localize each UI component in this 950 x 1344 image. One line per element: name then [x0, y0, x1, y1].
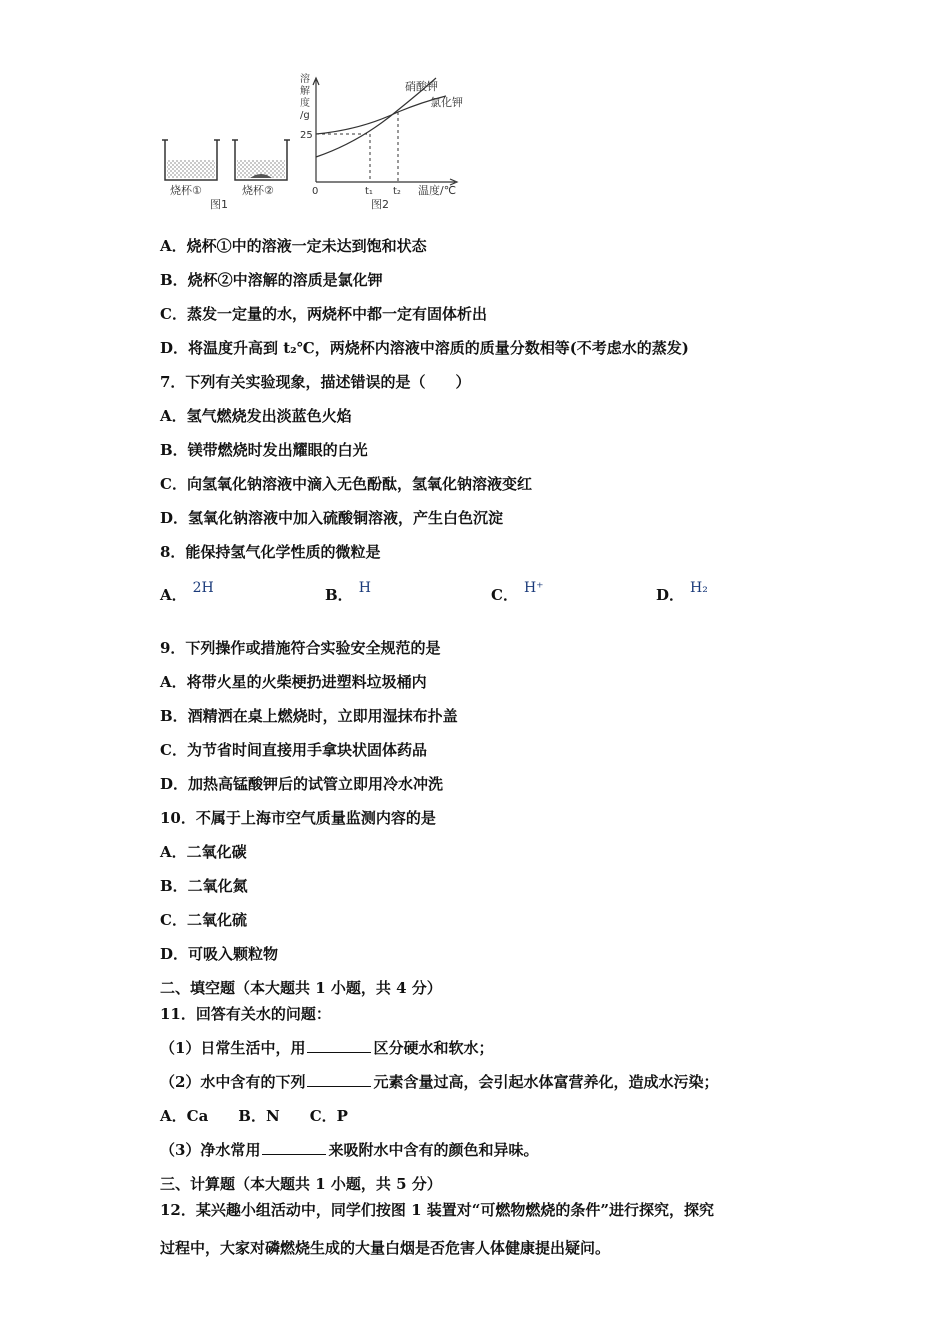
q8-option-d-formula: H₂ [690, 580, 708, 596]
q12-line-1: 12．某兴趣小组活动中，同学们按图 1 装置对“可燃物燃烧的条件”进行探究，探究 [160, 1201, 715, 1219]
x-axis-label: 温度/℃ [418, 184, 457, 197]
q11-part-3 [160, 1140, 538, 1160]
q11-part-1-pre: （1）日常生活中，用 [160, 1039, 306, 1057]
q8-option-b-label: B． [325, 586, 353, 604]
section-2-heading: 二、填空题（本大题共 1 小题，共 4 分） [160, 979, 442, 997]
q10-option-d: D．可吸入颗粒物 [160, 945, 279, 963]
q9-option-b: B．酒精洒在桌上燃烧时，立即用湿抹布扑盖 [160, 707, 458, 725]
q7-option-b: B．镁带燃烧时发出耀眼的白光 [160, 441, 368, 459]
q9-option-c: C．为节省时间直接用手拿块状固体药品 [160, 741, 427, 759]
section-3-heading: 三、计算题（本大题共 1 小题，共 5 分） [160, 1175, 442, 1193]
q6-option-c: C．蒸发一定量的水，两烧杯中都一定有固体析出 [160, 305, 487, 323]
q11-part-1 [160, 1038, 493, 1058]
q7-option-d: D．氢氧化钠溶液中加入硫酸铜溶液，产生白色沉淀 [160, 509, 504, 527]
q11-blank-1[interactable] [307, 1038, 371, 1053]
q11-stem: 11．回答有关水的问题： [160, 1005, 331, 1023]
q11-blank-3[interactable] [262, 1140, 326, 1155]
q11-part-2 [160, 1072, 718, 1092]
y-axis-label-4: /g [300, 110, 310, 121]
q8-option-c-label: C． [491, 586, 518, 604]
q9-stem: 9．下列操作或措施符合实验安全规范的是 [160, 639, 441, 657]
q10-option-b: B．二氧化氮 [160, 877, 248, 895]
q12-line-2: 过程中，大家对磷燃烧生成的大量白烟是否危害人体健康提出疑问。 [160, 1239, 611, 1257]
q10-option-a: A．二氧化碳 [160, 843, 247, 861]
q10-stem: 10．不属于上海市空气质量监测内容的是 [160, 809, 436, 827]
q11-choices [160, 1106, 378, 1126]
q6-option-d: D．将温度升高到 t₂℃，两烧杯内溶液中溶质的质量分数相等(不考虑水的蒸发) [160, 339, 689, 357]
q11-part-2-pre: （2）水中含有的下列 [160, 1073, 306, 1091]
y-axis-label-2: 解 [300, 86, 310, 97]
q8-option-c-formula: H⁺ [523, 580, 544, 596]
origin-label: 0 [312, 186, 319, 197]
solubility-graph [313, 78, 457, 185]
beaker-1-label: 烧杯① [170, 184, 202, 197]
q11-part-1-post: 区分硬水和软水； [373, 1039, 494, 1057]
y-tick-25: 25 [300, 130, 313, 141]
q11-part-3-pre: （3）净水常用 [160, 1141, 261, 1159]
q11-option-c: C．P [309, 1107, 348, 1125]
q11-option-a: A．Ca [160, 1107, 209, 1125]
q6-option-a: A．烧杯①中的溶液一定未达到饱和状态 [160, 237, 427, 255]
q8-option-a-label: A． [160, 586, 187, 604]
q7-stem: 7．下列有关实验现象，描述错误的是（ ） [160, 373, 471, 391]
q9-option-d: D．加热高锰酸钾后的试管立即用冷水冲洗 [160, 775, 444, 793]
beaker-2-label: 烧杯② [242, 184, 274, 197]
q8-option-a [160, 580, 214, 605]
q9-option-a: A．将带火星的火柴梗扔进塑料垃圾桶内 [160, 673, 427, 691]
solubility-figure [160, 72, 480, 217]
y-axis-label-3: 度 [300, 98, 310, 109]
q6-option-b: B．烧杯②中溶解的溶质是氯化钾 [160, 271, 383, 289]
figure-2-caption: 图2 [371, 198, 389, 211]
q8-option-d-label: D． [656, 586, 685, 604]
q8-option-b-formula: H [358, 580, 371, 596]
q8-stem: 8．能保持氢气化学性质的微粒是 [160, 543, 381, 561]
q8-option-c [491, 580, 544, 605]
figure-1-caption: 图1 [210, 198, 228, 211]
curve-kcl-label: 氯化钾 [430, 96, 463, 109]
beaker-1 [162, 140, 220, 180]
q11-blank-2[interactable] [307, 1072, 371, 1087]
t1-label: t₁ [365, 186, 373, 197]
q11-part-3-post: 来吸附水中含有的颜色和异味。 [328, 1141, 539, 1159]
q8-option-a-formula: 2H [192, 580, 214, 596]
q8-option-b [325, 580, 371, 605]
q10-option-c: C．二氧化硫 [160, 911, 247, 929]
q11-part-2-post: 元素含量过高，会引起水体富营养化，造成水污染； [373, 1073, 719, 1091]
q11-option-b: B．N [238, 1107, 280, 1125]
beaker-2 [232, 140, 290, 180]
figure-svg [160, 72, 480, 217]
q8-option-d [656, 580, 708, 605]
curve-kno3-label: 硝酸钾 [405, 80, 438, 93]
y-axis-label-1: 溶 [300, 74, 310, 85]
q7-option-c: C．向氢氧化钠溶液中滴入无色酚酞，氢氧化钠溶液变红 [160, 475, 532, 493]
q7-option-a: A．氢气燃烧发出淡蓝色火焰 [160, 407, 352, 425]
t2-label: t₂ [393, 186, 401, 197]
